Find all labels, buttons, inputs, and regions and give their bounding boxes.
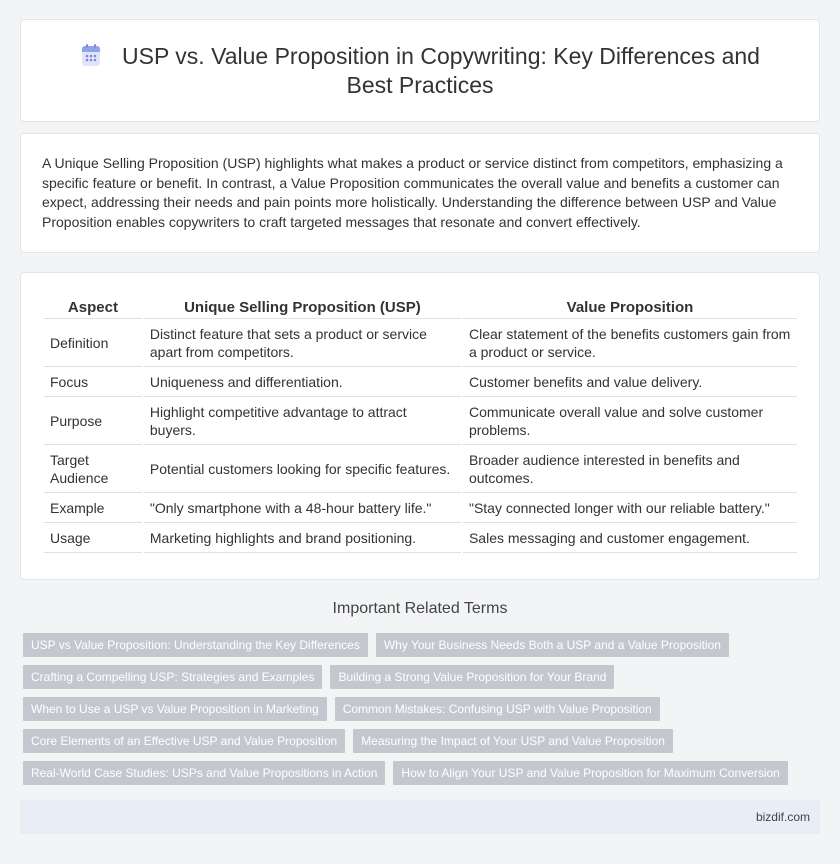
cell-usp: Highlight competitive advantage to attract buyers. [144, 397, 461, 445]
document-grid-icon [80, 43, 102, 67]
related-term-tag[interactable]: Core Elements of an Effective USP and Value Proposition [23, 729, 345, 753]
cell-usp: Distinct feature that sets a product or service apart from competitors. [144, 319, 461, 367]
cell-value-proposition: Clear statement of the benefits customers gain from a product or service. [463, 319, 797, 367]
cell-value-proposition: Communicate overall value and solve customer problems. [463, 397, 797, 445]
cell-aspect: Usage [44, 523, 142, 553]
column-header-value-proposition: Value Proposition [463, 294, 797, 319]
comparison-table [42, 294, 799, 553]
related-term-tag[interactable]: Crafting a Compelling USP: Strategies and Examples [23, 665, 322, 689]
cell-aspect: Focus [44, 367, 142, 397]
cell-usp: Uniqueness and differentiation. [144, 367, 461, 397]
cell-value-proposition: Sales messaging and customer engagement. [463, 523, 797, 553]
related-term-tag[interactable]: Measuring the Impact of Your USP and Value Proposition [353, 729, 673, 753]
footer-site-link[interactable]: bizdif.com [755, 810, 810, 824]
table-row [44, 445, 797, 493]
cell-value-proposition: "Stay connected longer with our reliable battery." [463, 493, 797, 523]
related-terms-row [23, 697, 823, 721]
cell-aspect: Example [44, 493, 142, 523]
header-card [20, 19, 820, 122]
related-terms-list [23, 633, 823, 793]
table-row [44, 493, 797, 523]
related-term-tag[interactable]: Building a Strong Value Proposition for Your Brand [330, 665, 614, 689]
related-terms-row [23, 633, 823, 657]
cell-aspect: Purpose [44, 397, 142, 445]
related-term-tag[interactable]: USP vs Value Proposition: Understanding the Key Differences [23, 633, 368, 657]
page-title-text: USP vs. Value Proposition in Copywriting: Key Differences and Best Practices [122, 43, 760, 98]
table-header-row [44, 294, 797, 319]
related-term-tag[interactable]: Common Mistakes: Confusing USP with Value Proposition [335, 697, 660, 721]
related-terms-row [23, 761, 823, 785]
comparison-table-card [20, 272, 820, 580]
cell-value-proposition: Customer benefits and value delivery. [463, 367, 797, 397]
table-row [44, 523, 797, 553]
related-term-tag[interactable]: How to Align Your USP and Value Proposition for Maximum Conversion [393, 761, 787, 785]
page-title [21, 42, 819, 100]
intro-card [20, 133, 820, 253]
footer [20, 800, 820, 834]
related-terms-heading: Important Related Terms [332, 600, 508, 617]
cell-aspect: Definition [44, 319, 142, 367]
cell-usp: "Only smartphone with a 48-hour battery life." [144, 493, 461, 523]
cell-usp: Potential customers looking for specific features. [144, 445, 461, 493]
table-row [44, 367, 797, 397]
table-row [44, 319, 797, 367]
related-term-tag[interactable]: When to Use a USP vs Value Proposition in Marketing [23, 697, 327, 721]
cell-aspect: Target Audience [44, 445, 142, 493]
intro-paragraph: A Unique Selling Proposition (USP) highlights what makes a product or service distinct from competitors, emphasizing a specific feature or benefit. In contrast, a Value Proposition communicates the overall value and benefits a customer can expect, addressing their needs and pain points more holistically. Understanding the difference between USP and Value Proposition enables copywriters to craft targeted messages that resonate and convert effectively. [42, 155, 783, 230]
column-header-usp: Unique Selling Proposition (USP) [144, 294, 461, 319]
column-header-aspect: Aspect [44, 294, 142, 319]
related-terms-row [23, 729, 823, 753]
related-term-tag[interactable]: Real-World Case Studies: USPs and Value Propositions in Action [23, 761, 385, 785]
related-terms-row [23, 665, 823, 689]
cell-usp: Marketing highlights and brand positioning. [144, 523, 461, 553]
related-term-tag[interactable]: Why Your Business Needs Both a USP and a Value Proposition [376, 633, 729, 657]
cell-value-proposition: Broader audience interested in benefits and outcomes. [463, 445, 797, 493]
table-row [44, 397, 797, 445]
